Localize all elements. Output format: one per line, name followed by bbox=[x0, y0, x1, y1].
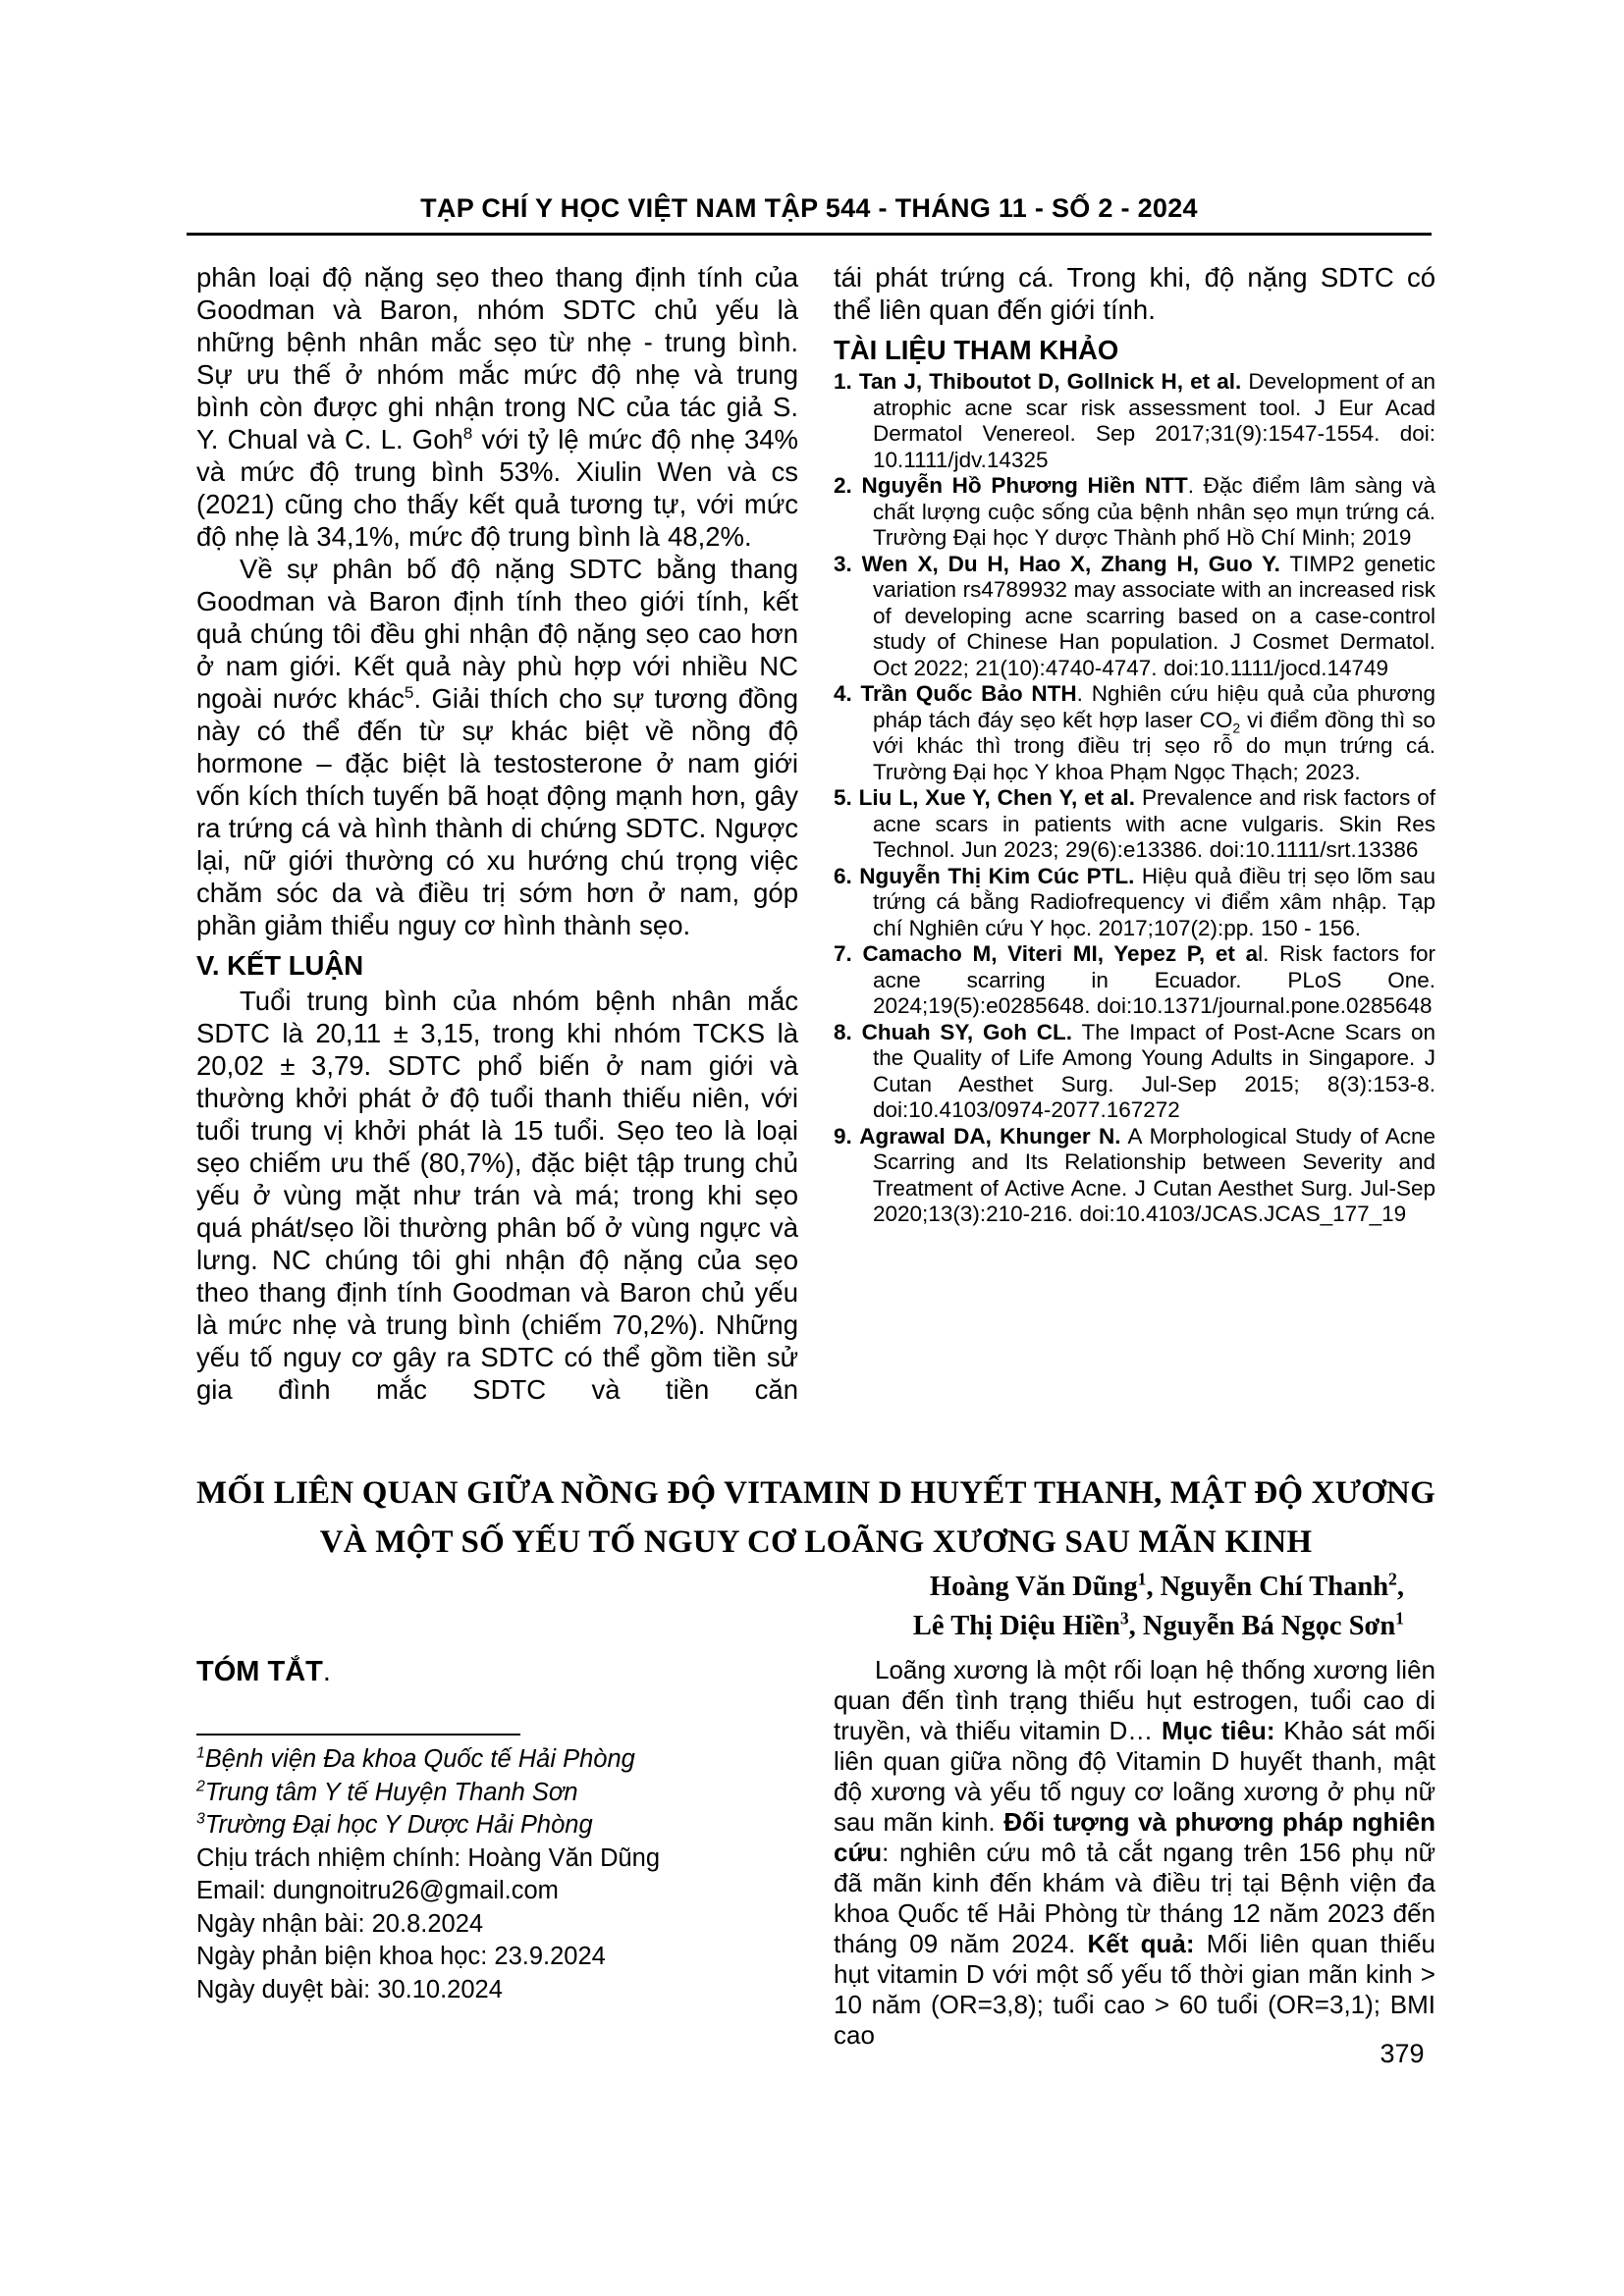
article2-right-column bbox=[834, 1655, 1435, 2051]
footnote-date-received: Ngày nhận bài: 20.8.2024 bbox=[196, 1909, 484, 1938]
reference-item-1: 1. Tan J, Thiboutot D, Gollnick H, et al. Development of an atrophic acne scar risk assessment tool. J Eur Acad Dermatol Venereol. Sep 2017;31(9):1547-1554. doi: 10.1111/jdv.14325 bbox=[834, 369, 1435, 472]
authors-line-2: Lê Thị Diệu Hiền$^3$, Nguyễn Bá Ngọc Sơn$^1$ bbox=[912, 1608, 1404, 1641]
references-heading: TÀI LIỆU THAM KHẢO bbox=[834, 335, 1119, 365]
paragraph-scar-severity: phân loại độ nặng sẹo theo thang định tính của Goodman và Baron, nhóm SDTC chủ yếu là những bệnh nhân mắc sẹo từ nhẹ - trung bình. Sự ưu thế ở nhóm mắc mức độ nhẹ và trung bình còn được ghi nhận trong NC của tác giả S. Y. Chual và C. L. Goh$^8$ với tỷ lệ mức độ nhẹ 34% và mức độ trung bình 53%. Xiulin Wen và cs (2021) cũng cho thấy kết quả tương tự, với mức độ nhẹ là 34,1%, mức độ trung bình là 48,2%. bbox=[196, 262, 799, 552]
reference-item-3: 3. Wen X, Du H, Hao X, Zhang H, Guo Y. TIMP2 genetic variation rs4789932 may associate with an increased risk of developing acne scarring based on a case-control study of Chinese Han population. J Cosmet Dermatol. Oct 2022; 21(10):4740-4747. doi:10.1111/jocd.14749 bbox=[834, 551, 1435, 680]
abstract-heading: TÓM TẮT. bbox=[196, 1656, 331, 1687]
authors-line-1: Hoàng Văn Dũng$^1$, Nguyễn Chí Thanh$^2$, bbox=[929, 1569, 1404, 1602]
article2-left-column bbox=[196, 1655, 798, 2051]
paragraph-gender-distribution: Về sự phân bố độ nặng SDTC bằng thang Goodman và Baron định tính theo giới tính, kết quả chúng tôi đều ghi nhận độ nặng sẹo cao hơn ở nam giới. Kết quả này phù hợp với nhiều NC ngoài nước khác$^5$. Giải thích cho sự tương đồng này có thể đến từ sự khác biệt về nồng độ hormone – đặc biệt là testosterone ở nam giới vốn kích thích tuyến bã hoạt động mạnh hơn, gây ra trứng cá và hình thành di chứng SDTC. Ngược lại, nữ giới thường có xu hướng chú trọng việc chăm sóc da và điều trị sớm hơn ở nam, góp phần giảm thiểu nguy cơ hình thành sẹo. bbox=[196, 554, 798, 940]
paragraph-continuation: tái phát trứng cá. Trong khi, độ nặng SDTC có thể liên quan đến giới tính. bbox=[834, 262, 1435, 325]
article1-body bbox=[196, 261, 1435, 1406]
article1-right-column bbox=[834, 261, 1435, 1406]
article2-opening bbox=[196, 1655, 1435, 2051]
paragraph-conclusion: Tuổi trung bình của nhóm bệnh nhân mắc SDTC là 20,11 ± 3,15, trong khi nhóm TCKS là 20,02 ± 3,79. SDTC phổ biến ở nam giới và thường khởi phát ở độ tuổi thanh thiếu niên, với tuổi trung vị khởi phát là 15 tuổi. Sẹo teo là loại sẹo chiếm ưu thế (80,7%), đặc biệt tập trung chủ yếu ở vùng mặt như trán và má; trong khi sẹo quá phát/sẹo lồi thường phân bố ở vùng ngực và lưng. NC chúng tôi ghi nhận độ nặng của sẹo theo thang định tính Goodman và Baron chủ yếu là mức nhẹ và trung bình (chiếm 70,2%). Những yếu tố nguy cơ gây ra SDTC có thể gồm tiền sử gia đình mắc SDTC và tiền căn bbox=[196, 986, 798, 1405]
article2-authors bbox=[650, 1568, 1404, 1646]
reference-item-8: 8. Chuah SY, Goh CL. The Impact of Post-Acne Scars on the Quality of Life Among Young Adults in Singapore. J Cutan Aesthet Surg. Jul-Sep 2015; 8(3):153-8. doi:10.4103/0974-2077.167272 bbox=[834, 1019, 1435, 1122]
footnote-separator bbox=[196, 1734, 520, 1735]
footnote-affiliation-3: $^3$Trường Đại học Y Dược Hải Phòng bbox=[196, 1810, 593, 1839]
article1-left-column bbox=[196, 261, 798, 1406]
footnote-block bbox=[196, 1743, 798, 2006]
reference-item-9: 9. Agrawal DA, Khunger N. A Morphological Study of Acne Scarring and Its Relationship between Severity and Treatment of Active Acne. J Cutan Aesthet Surg. Jul-Sep 2020;13(3):210-216. doi:10.4103/JCAS.JCAS_177_19 bbox=[834, 1123, 1435, 1226]
footnote-corresponding-author: Chịu trách nhiệm chính: Hoàng Văn Dũng bbox=[196, 1843, 661, 1872]
reference-item-4: 4. Trần Quốc Bảo NTH. Nghiên cứu hiệu quả của phương pháp tách đáy sẹo kết hợp laser $CO_2$ vi điểm đồng thì so với khác thì trong điều trị sẹo rỗ do mụn trứng cá. Trường Đại học Y khoa Phạm Ngọc Thạch; 2023. bbox=[834, 681, 1436, 784]
running-head: TẠP CHÍ Y HỌC VIỆT NAM TẬP 544 - THÁNG 11 - SỐ 2 - 2024 bbox=[187, 193, 1432, 236]
conclusion-heading: V. KẾT LUẬN bbox=[196, 950, 364, 981]
footnote-affiliation-1: $^1$Bệnh viện Đa khoa Quốc tế Hải Phòng bbox=[196, 1744, 635, 1773]
footnote-email: Email: dungnoitru26@gmail.com bbox=[196, 1877, 559, 1904]
reference-item-2: 2. Nguyễn Hồ Phương Hiền NTT. Đặc điểm lâm sàng và chất lượng cuộc sống của bệnh nhân sẹo mụn trứng cá. Trường Đại học Y dược Thành phố Hồ Chí Minh; 2019 bbox=[834, 473, 1435, 550]
footnote-date-accepted: Ngày duyệt bài: 30.10.2024 bbox=[196, 1975, 503, 2003]
reference-item-5: 5. Liu L, Xue Y, Chen Y, et al. Prevalence and risk factors of acne scars in patients with acne vulgaris. Skin Res Technol. Jun 2023; 29(6):e13386. doi:10.1111/srt.13386 bbox=[834, 785, 1435, 862]
reference-list bbox=[834, 369, 1435, 1228]
reference-item-6: 6. Nguyễn Thị Kim Cúc PTL. Hiệu quả điều trị sẹo lõm sau trứng cá bằng Radiofrequency vi điểm xâm nhập. Tạp chí Nghiên cứu Y học. 2017;107(2):pp. 150 - 156. bbox=[834, 863, 1435, 940]
page-number: 379 bbox=[1380, 2039, 1425, 2068]
article2-title: MỐI LIÊN QUAN GIỮA NỒNG ĐỘ VITAMIN D HUYẾT THANH, MẬT ĐỘ XƯƠNG VÀ MỘT SỐ YẾU TỐ NGUY CƠ LOÃNG XƯƠNG SAU MÃN KINH bbox=[196, 1475, 1435, 1560]
reference-item-7: 7. Camacho M, Viteri MI, Yepez P, et al. Risk factors for acne scarring in Ecuador. PLoS One. 2024;19(5):e0285648. doi:10.1371/journal.pone.0285648 bbox=[834, 941, 1435, 1018]
abstract-paragraph: Loãng xương là một rối loạn hệ thống xương liên quan đến tình trạng thiếu hụt estrogen, tuổi cao di truyền, và thiếu vitamin D… Mục tiêu: Khảo sát mối liên quan giữa nồng độ Vitamin D huyết thanh, mật độ xương và yếu tố nguy cơ loãng xương ở phụ nữ sau mãn kinh. Đối tượng và phương pháp nghiên cứu: nghiên cứu mô tả cắt ngang trên 156 phụ nữ đã mãn kinh đến khám và điều trị tại Bệnh viện đa khoa Quốc tế Hải Phòng từ tháng 12 năm 2023 đến tháng 09 năm 2024. Kết quả: Mối liên quan thiếu hụt vitamin D với một số yếu tố thời gian mãn kinh > 10 năm (OR=3,8); tuổi cao > 60 tuổi (OR=3,1); BMI cao bbox=[834, 1655, 1436, 2050]
footnote-date-reviewed: Ngày phản biện khoa học: 23.9.2024 bbox=[196, 1943, 606, 1970]
footnote-affiliation-2: $^2$Trung tâm Y tế Huyện Thanh Sơn bbox=[196, 1778, 578, 1806]
